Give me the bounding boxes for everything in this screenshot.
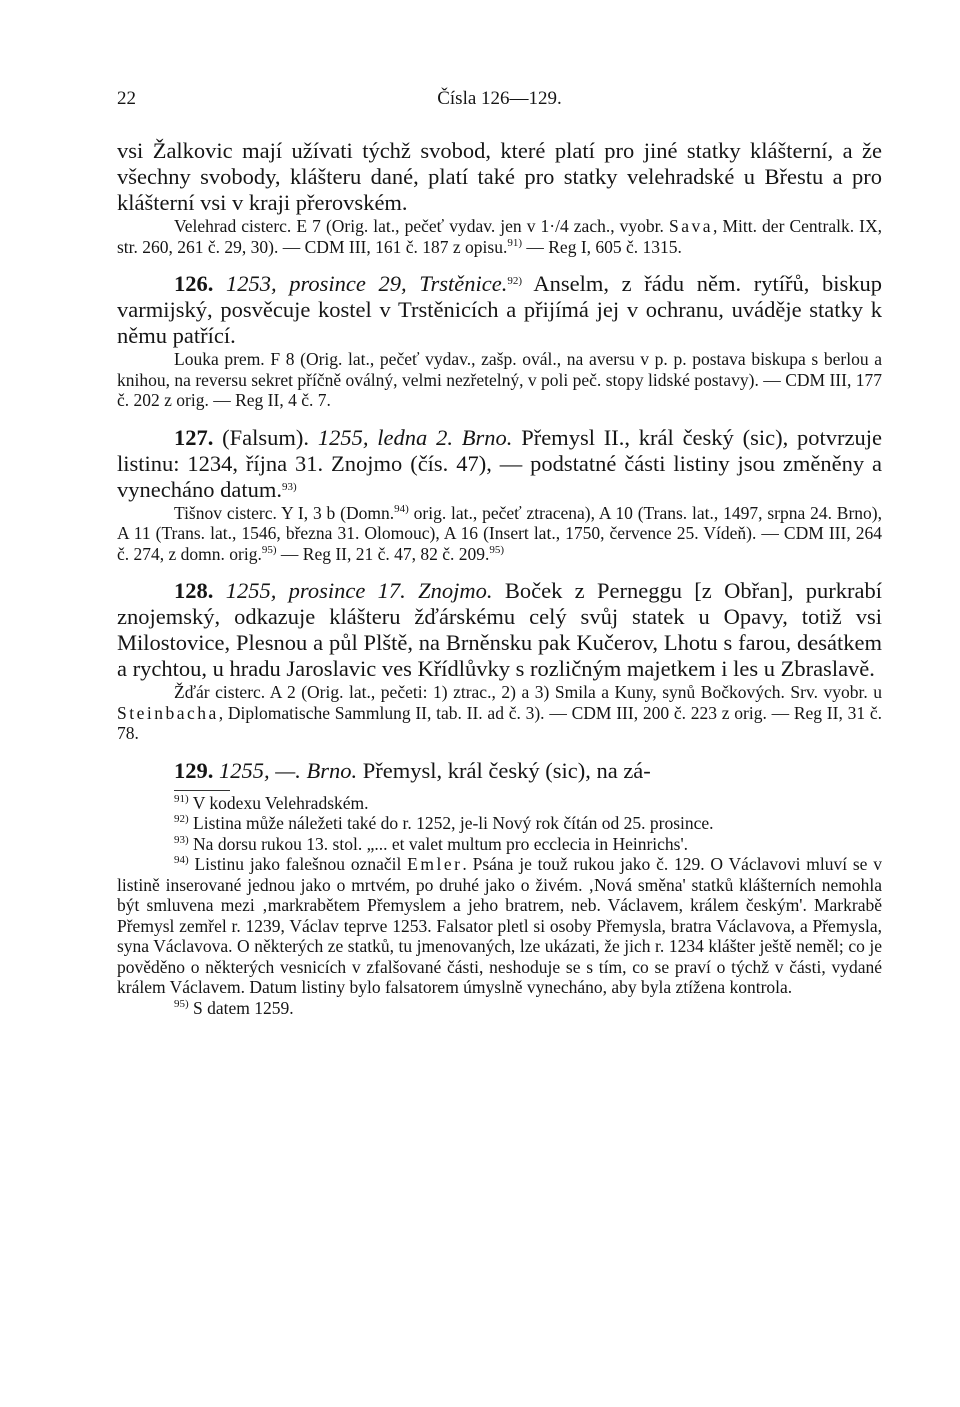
footnote-ref: 94) [394, 502, 409, 515]
entry-continuation-note [117, 216, 882, 257]
entry-129 [117, 758, 882, 784]
footnote-ref: 91) [507, 236, 522, 249]
entry-text: Přemysl II., král český (sic), potvrzuje listinu: 1234, října 31. Znojmo (čís. 47), — podstatné části listiny jsou změněny a vynecháno datum. [117, 424, 882, 502]
footnote-93 [117, 834, 882, 855]
footnote-text: Listina může náležeti také do r. 1252, je-li Nový rok čítán od 25. prosince. [188, 813, 714, 833]
page-header [117, 88, 882, 118]
note-text: , Diplomatische Sammlung II, tab. II. ad č. 3). — CDM III, 200 č. 223 z orig. — Reg II, 31 č. 78. [117, 702, 882, 743]
entry-date: 1255, prosince 17. Znojmo. [225, 578, 493, 603]
entry-text: Přemysl, král český (sic), na zá- [357, 757, 651, 783]
entry-number: 128. [174, 578, 214, 603]
footnote-text: . Psána je touž rukou jako č. 129. O Václavovi mluví se v listině inserované jednou jako o mrtvém, po druhé jako o živém. ‚Nová směna' statků klášterních nemohla být smluvena mezi ‚markrabětem Přemyslem a jeho bratrem, neb. Václavem, králem českým'. Markrabě Přemysl zemřel r. 1239, Václav teprve 1253. Falsator pletl si osoby Přemysla, bratra Václavova, a Přemysla, syna Václavova. O některých ze statků, tu jmenovaných, lze ukázati, že jich r. 1234 klášter ještě neměl; co je pověděno o některých vesnicích v zfalšované části, neshoduje se s tím, co se praví o týchž v části, vydané králem Václavem. Datum listiny bylo falsatorem úmyslně vynecháno, aby byla ztížena kontrola. [117, 854, 882, 997]
entry-number: 127. [174, 424, 214, 450]
entry-continuation-text: vsi Žalkovic mají užívati týchž svobod, které platí pro jiné statky klášterní, a že všechny svobody, klášteru dané, platí také pro statky velehradské u Břestu a pro klášterní vsi v kraji přerovském. [117, 138, 882, 215]
footnote-92 [117, 813, 882, 834]
entry-127-note [117, 503, 882, 565]
note-text: — Reg II, 21 č. 47, 82 č. 209. [276, 543, 490, 564]
entry-text: Boček z Perneggu [z Obřan], purkrabí znojemský, odkazuje klášteru žďárskému celý svůj statek u Opavy, totiž vsi Milostovice, Plesnou a půl Plště, na Brněnsku pak Kučerov, Lhotu s farou, desátkem a rychtou, u hradu Jaroslavic ves Křídlůvky s rozličným majetkem i les u Zbraslavě. [117, 578, 883, 681]
footnote-ref: 92) [507, 275, 523, 287]
footnotes [117, 793, 882, 1019]
author-name: Steinbacha [117, 702, 219, 723]
entry-lead: (Falsum). [213, 424, 318, 450]
footnote-text: V kodexu Velehradském. [188, 792, 369, 813]
note-text: orig. lat., pečeť ztracena), A 10 (Trans. lat., 1497, srpna 24. Brno), A 11 (Trans. lat., 1546, března 31. Olomouc), A 16 (Insert lat., 1750, července 25. Vídeň). — CDM III, 264 č. 274, z domn. orig. [117, 502, 882, 564]
note-archive: Velehrad cisterc. E 7 (Orig. lat., pečeť vydav. jen v 1·/4 zach., vyobr. [174, 216, 664, 236]
entry-number: 126. [174, 271, 214, 296]
entry-date: 1253, prosince 29, Trstěnice. [225, 271, 508, 296]
note-text: — Reg I, 605 č. 1315. [522, 236, 682, 257]
entry-128 [117, 578, 882, 682]
footnote-mark: 95) [174, 997, 189, 1010]
footnote-ref: 95) [489, 543, 505, 556]
footnote-95 [117, 998, 882, 1019]
entry-127 [117, 425, 882, 503]
entry-126 [117, 271, 882, 349]
note-text: , Mitt. der Centralk. IX, str. 260, 261 č. 29, 30). — CDM III, 161 č. 187 z opisu. [117, 216, 883, 257]
author-name: Emler [407, 854, 463, 874]
footnote-ref: 95) [261, 543, 277, 556]
footnote-94 [117, 854, 882, 998]
footnote-mark: 91) [174, 792, 189, 805]
footnote-text: Na dorsu rukou 13. stol. „... et valet multum pro ecclecia in Heinrichs'. [188, 833, 689, 854]
footnote-mark: 93) [174, 833, 189, 846]
note-text: Tišnov cisterc. Y I, 3 b (Domn. [174, 502, 395, 523]
footnote-mark: 94) [174, 854, 189, 866]
footnote-text: Listinu jako falešnou označil [188, 854, 408, 874]
entry-128-note [117, 682, 882, 744]
entry-text: Anselm, z řádu něm. rytířů, biskup varmijský, posvěcuje kostel v Trstěnicích a přijímá jej v ochranu, uváděje statky k němu patřící. [117, 271, 882, 348]
running-title: Čísla 126—129. [437, 88, 562, 109]
footnote-text: S datem 1259. [188, 997, 294, 1018]
note-text: Žďár cisterc. A 2 (Orig. lat., pečeti: 1) ztrac., 2) a 3) Smila a Kuny, synů Bočkových. Srv. vyobr. u [174, 682, 882, 702]
entry-date: 1255, ledna 2. Brno. [317, 424, 513, 450]
footnote-divider [174, 790, 230, 791]
page-number: 22 [117, 88, 136, 109]
footnote-mark: 92) [174, 813, 189, 825]
document-page [117, 88, 882, 1018]
footnote-91 [117, 793, 882, 814]
entry-number: 129. [174, 757, 214, 783]
footnote-ref: 93) [281, 480, 297, 493]
author-name: Sava [668, 216, 714, 236]
entry-126-note: Louka prem. F 8 (Orig. lat., pečeť vydav., zašp. ovál., na aversu v p. p. postava biskupa s berlou a knihou, na reversu sekret příčně oválný, velmi nezřetelný, v poli peč. stopy lidské postavy). — CDM III, 177 č. 202 z orig. — Reg II, 4 č. 7. [117, 349, 882, 410]
entry-date: 1255, —. Brno. [219, 757, 358, 783]
